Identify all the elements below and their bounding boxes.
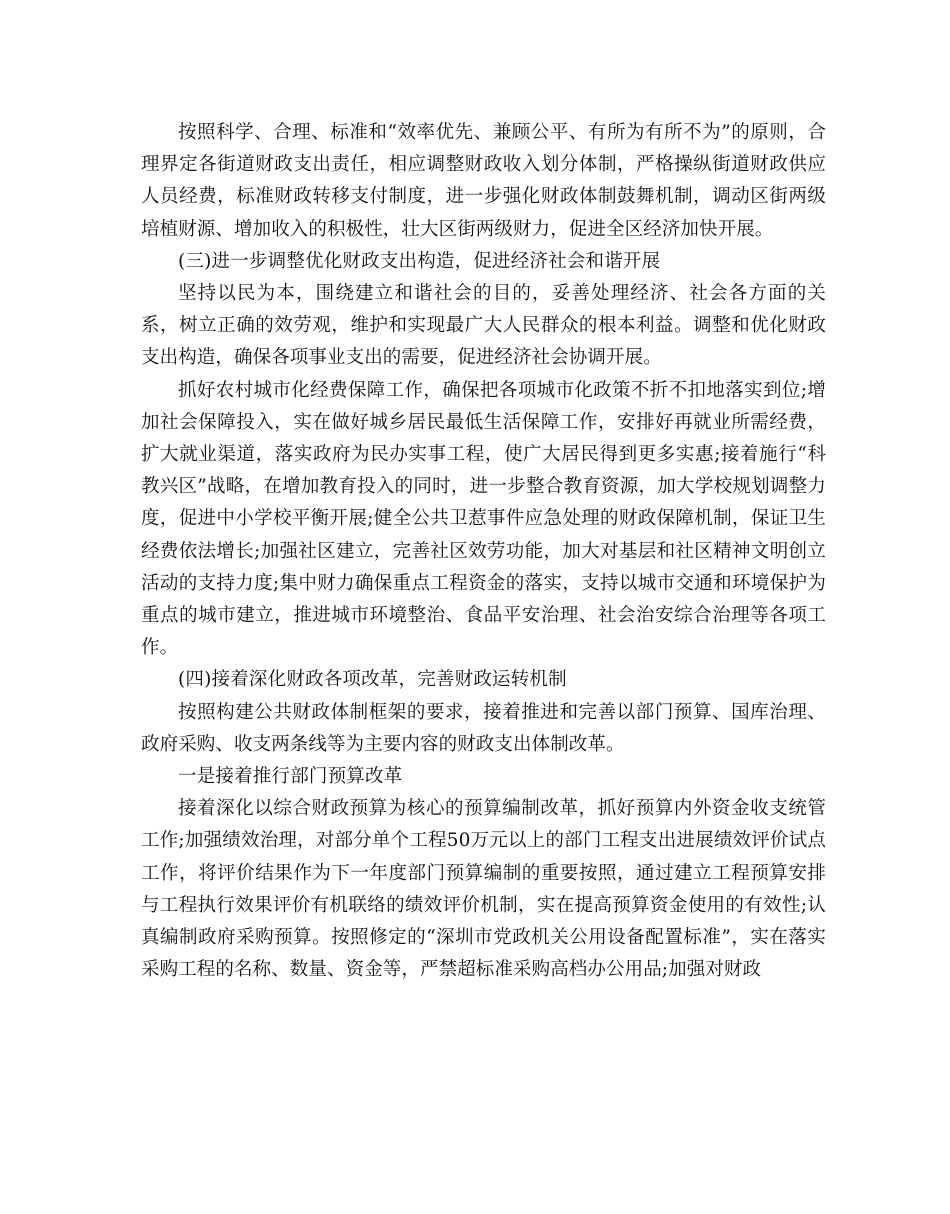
document-page (141, 117, 826, 986)
paragraph-body: 接着深化以综合财政预算为核心的预算编制改革，抓好预算内外资金收支统管工作;加强绩效治理，对部分单个工程50万元以上的部门工程支出进展绩效评价试点工作，将评价结果作为下一年度部门预算编制的重要按照，通过建立工程预算安排与工程执行效果评价有机联络的绩效评价机制，实在提高预算资金使用的有效性;认真编制政府采购预算。按照修定的“深圳市党政机关公用设备配置标准”，实在落实采购工程的名称、数量、资金等，严禁超标准采购高档办公用品;加强对财政 (141, 798, 826, 981)
paragraph-body: 按照构建公共财政体制框架的要求，接着推进和完善以部门预算、国库治理、政府采购、收支两条线等为主要内容的财政支出体制改革。 (141, 701, 826, 755)
section-heading: (四)接着深化财政各项改革，完善财政运转机制 (178, 669, 567, 691)
paragraph-body: 抓好农村城市化经费保障工作，确保把各项城市化政策不折不扣地落实到位;增加社会保障投入，实在做好城乡居民最低生活保障工作，安排好再就业所需经费，扩大就业渠道，落实政府为民办实事工程，使广大居民得到更多实惠;接着施行“科教兴区”战略，在增加教育投入的同时，进一步整合教育资源，加大学校规划调整力度，促进中小学校平衡开展;健全公共卫惹事件应急处理的财政保障机制，保证卫生经费依法增长;加强社区建立，完善社区效劳功能，加大对基层和社区精神文明创立活动的支持力度;集中财力确保重点工程资金的落实，支持以城市交通和环境保护为重点的城市建立，推进城市环境整治、食品平安治理、社会治安综合治理等各项工作。 (141, 379, 826, 659)
section-heading: (三)进一步调整优化财政支出构造，促进经济社会和谐开展 (178, 250, 661, 272)
paragraph-body: 坚持以民为本，围绕建立和谐社会的目的，妥善处理经济、社会各方面的关系，树立正确的效劳观，维护和实现最广大人民群众的根本利益。调整和优化财政支出构造，确保各项事业支出的需要，促进经济社会协调开展。 (141, 283, 826, 369)
paragraph-body: 按照科学、合理、标准和“效率优先、兼顾公平、有所为有所不为”的原则，合理界定各街道财政支出责任，相应调整财政收入划分体制，严格操纵街道财政供应人员经费，标准财政转移支付制度，进一步强化财政体制鼓舞机制，调动区街两级培植财源、增加收入的积极性，壮大区街两级财力，促进全区经济加快开展。 (141, 122, 826, 240)
subsection-heading: 一是接着推行部门预算改革 (178, 766, 403, 788)
